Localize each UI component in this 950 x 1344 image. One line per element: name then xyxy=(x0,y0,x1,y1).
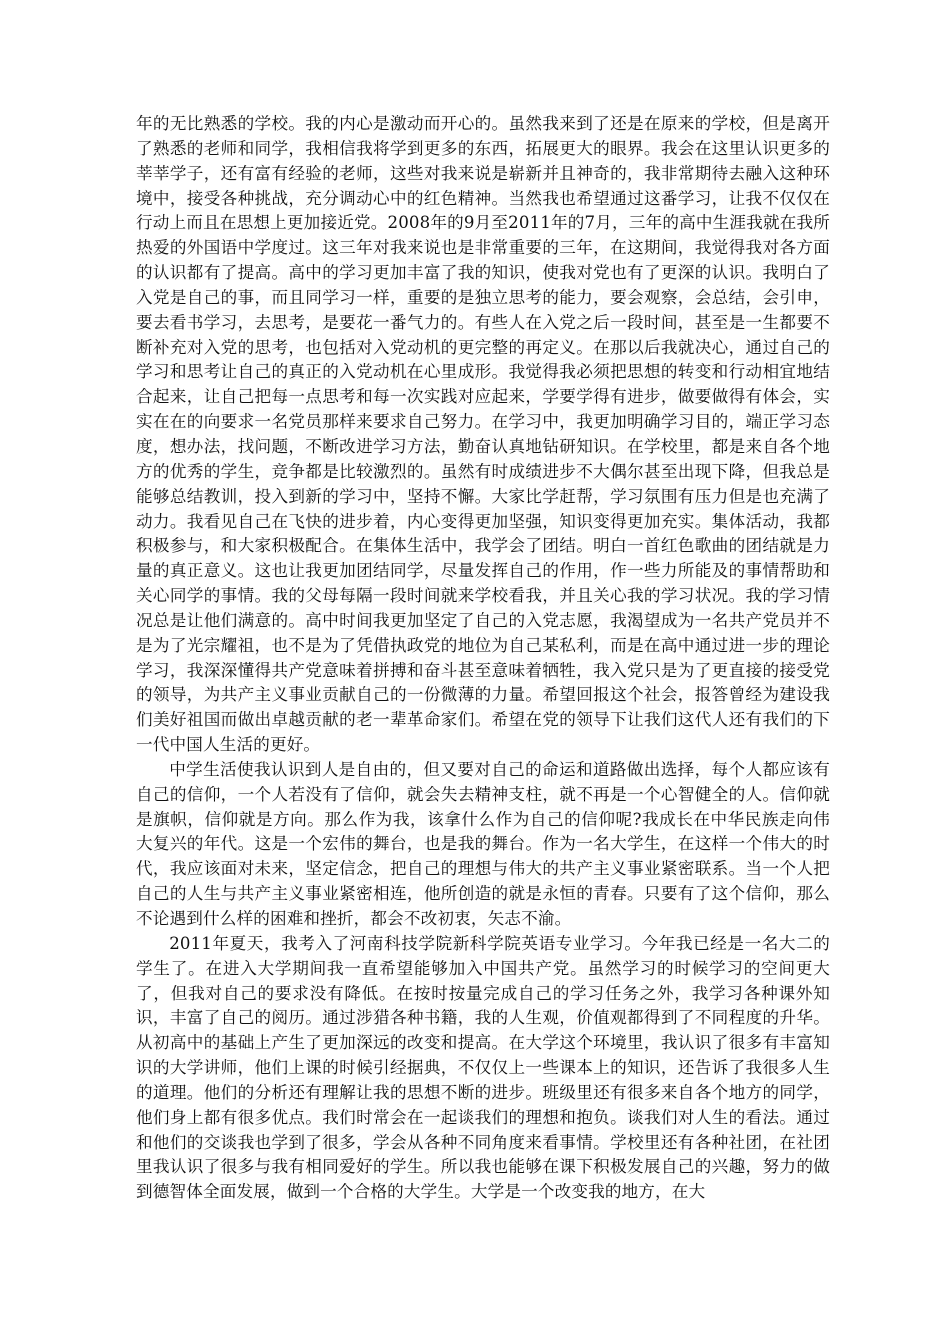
document-body xyxy=(136,112,830,1205)
paragraph-2: 中学生活使我认识到人是自由的，但又要对自己的命运和道路做出选择，每个人都应该有自己的信仰，一个人若没有了信仰，就会失去精神支柱，就不再是一个心智健全的人。信仰就是旗帜，信仰就是方向。那么作为我，该拿什么作为自己的信仰呢?我成长在中华民族走向伟大复兴的年代。这是一个宏伟的舞台，也是我的舞台。作为一名大学生，在这样一个伟大的时代，我应该面对未来，坚定信念，把自己的理想与伟大的共产主义事业紧密联系。当一个人把自己的人生与共产主义事业紧密相连，他所创造的就是永恒的青春。只要有了这个信仰，那么不论遇到什么样的困难和挫折，都会不改初衷，矢志不渝。 xyxy=(136,759,830,928)
paragraph-1: 年的无比熟悉的学校。我的内心是激动而开心的。虽然我来到了还是在原来的学校，但是离开了熟悉的老师和同学，我相信我将学到更多的东西，拓展更大的眼界。我会在这里认识更多的莘莘学子，还有富有经验的老师，这些对我来说是崭新并且神奇的，我非常期待去融入这种环境中，接受各种挑战，充分调动心中的红色精神。当然我也希望通过这番学习，让我不仅仅在行动上而且在思想上更加接近党。2008年的9月至2011年的7月，三年的高中生涯我就在我所热爱的外国语中学度过。这三年对我来说也是非常重要的三年，在这期间，我觉得我对各方面的认识都有了提高。高中的学习更加丰富了我的知识，使我对党也有了更深的认识。我明白了入党是自己的事，而且同学习一样，重要的是独立思考的能力，要会观察，会总结，会引申，要去看书学习，去思考，是要花一番气力的。有些人在入党之后一段时间，甚至是一生都要不断补充对入党的思考，也包括对入党动机的更完整的再定义。在那以后我就决心，通过自己的学习和思考让自己的真正的入党动机在心里成形。我觉得我必须把思想的转变和行动相宜地结合起来，让自己把每一点思考和每一次实践对应起来，学要学得有进步，做要做得有体会，实实在在的向要求一名党员那样来要求自己努力。在学习中，我更加明确学习目的，端正学习态度，想办法，找问题，不断改进学习方法，勤奋认真地钻研知识。在学校里，都是来自各个地方的优秀的学生，竞争都是比较激烈的。虽然有时成绩进步不大偶尔甚至出现下降，但我总是能够总结教训，投入到新的学习中，坚持不懈。大家比学赶帮，学习氛围有压力但是也充满了动力。我看见自己在飞快的进步着，内心变得更加坚强，知识变得更加充实。集体活动，我都积极参与，和大家积极配合。在集体生活中，我学会了团结。明白一首红色歌曲的团结就是力量的真正意义。这也让我更加团结同学，尽量发挥自己的作用，作一些力所能及的事情帮助和关心同学的事情。我的父母每隔一段时间就来学校看我，并且关心我的学习状况。我的学习情况总是让他们满意的。高中时间我更加坚定了自己的入党志愿，我渴望成为一名共产党员并不是为了光宗耀祖，也不是为了凭借执政党的地位为自己某私利，而是在高中通过进一步的理论学习，我深深懂得共产党意味着拼搏和奋斗甚至意味着牺牲，我入党只是为了更直接的接受党的领导，为共产主义事业贡献自己的一份微薄的力量。希望回报这个社会，报答曾经为建设我们美好祖国而做出卓越贡献的老一辈革命家们。希望在党的领导下让我们这代人还有我们的下一代中国人生活的更好。 xyxy=(136,114,830,755)
paragraph-3: 2011年夏天，我考入了河南科技学院新科学院英语专业学习。今年我已经是一名大二的学生了。在进入大学期间我一直希望能够加入中国共产党。虽然学习的时候学习的空间更大了，但我对自己的要求没有降低。在按时按量完成自己的学习任务之外，我学习各种课外知识，丰富了自己的阅历。通过涉猎各种书籍，我的人生观，价值观都得到了不同程度的升华。从初高中的基础上产生了更加深远的改变和提高。在大学这个环境里，我认识了很多有丰富知识的大学讲师，他们上课的时候引经据典，不仅仅上一些课本上的知识，还告诉了我很多人生的道理。他们的分析还有理解让我的思想不断的进步。班级里还有很多来自各个地方的同学，他们身上都有很多优点。我们时常会在一起谈我们的理想和抱负。谈我们对人生的看法。通过和他们的交谈我也学到了很多，学会从各种不同角度来看事情。学校里还有各种社团，在社团里我认识了很多与我有相同爱好的学生。所以我也能够在课下积极发展自己的兴趣，努力的做到德智体全面发展，做到一个合格的大学生。大学是一个改变我的地方，在大 xyxy=(136,933,830,1202)
